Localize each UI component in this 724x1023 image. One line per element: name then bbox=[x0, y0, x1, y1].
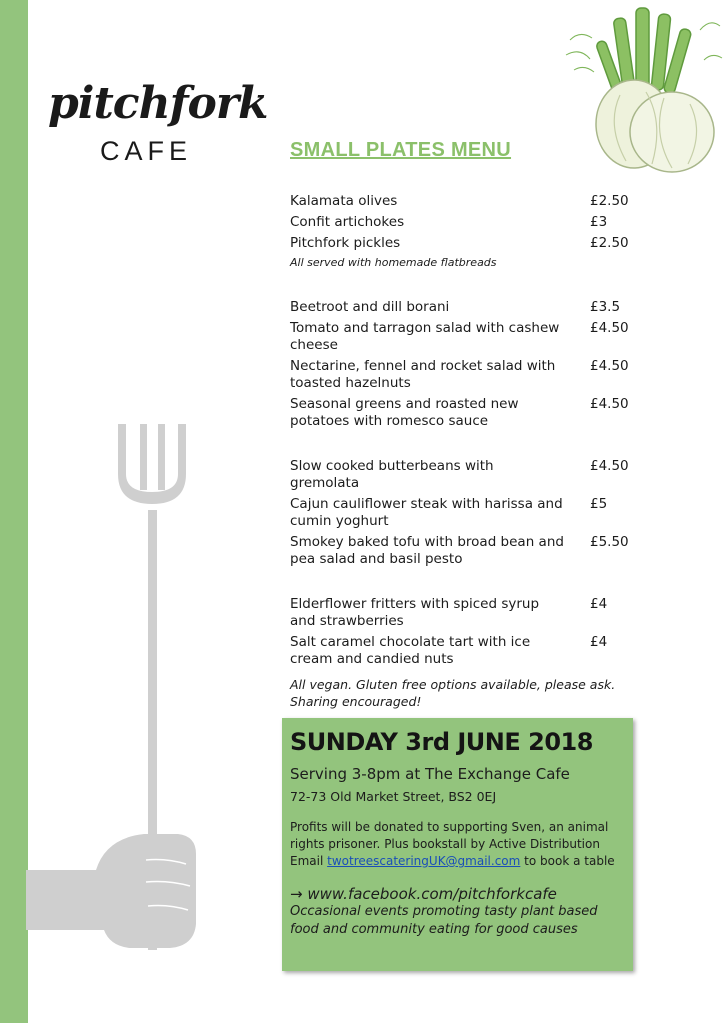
item-name: Confit artichokes bbox=[290, 214, 405, 230]
menu-group-desserts bbox=[290, 596, 630, 668]
event-serving-time: Serving 3-8pm at The Exchange Cafe bbox=[290, 765, 570, 783]
item-name: Kalamata olives bbox=[290, 193, 398, 209]
item-price: £2.50 bbox=[590, 193, 629, 209]
menu-item bbox=[290, 214, 630, 231]
facebook-link[interactable]: → www.facebook.com/pitchforkcafe bbox=[290, 885, 557, 903]
item-name: Pitchfork pickles bbox=[290, 235, 401, 251]
item-price: £5 bbox=[590, 496, 608, 512]
item-name: Seasonal greens and roasted new potatoes with romesco sauce bbox=[290, 396, 519, 429]
fennel-illustration bbox=[560, 0, 724, 180]
item-name: Tomato and tarragon salad with cashew cheese bbox=[290, 320, 560, 353]
item-name: Beetroot and dill borani bbox=[290, 299, 450, 315]
pitchfork-hand-illustration bbox=[26, 420, 216, 960]
email-prefix: Email bbox=[290, 854, 324, 868]
menu-item bbox=[290, 496, 630, 530]
profits-text: Profits will be donated to supporting Sven, an animal rights prisoner. Plus bookstall by Active Distribution bbox=[290, 820, 609, 851]
menu-group-salads bbox=[290, 299, 630, 430]
menu-item bbox=[290, 299, 630, 316]
event-address: 72-73 Old Market Street, BS2 0EJ bbox=[290, 789, 497, 804]
menu-item bbox=[290, 235, 630, 252]
menu-group-mains bbox=[290, 458, 630, 568]
event-date: SUNDAY 3rd JUNE 2018 bbox=[290, 728, 593, 756]
menu-item bbox=[290, 458, 630, 492]
item-price: £3.5 bbox=[590, 299, 621, 315]
menu-item bbox=[290, 396, 630, 430]
item-price: £2.50 bbox=[590, 235, 629, 251]
email-suffix: to book a table bbox=[524, 854, 615, 868]
dietary-footnote: All vegan. Gluten free options available, please ask. Sharing encouraged! bbox=[290, 677, 616, 709]
menu-list bbox=[290, 193, 630, 696]
item-price: £3 bbox=[590, 214, 608, 230]
group-note: All served with homemade flatbreads bbox=[290, 256, 497, 269]
item-price: £4.50 bbox=[590, 396, 629, 412]
menu-item bbox=[290, 358, 630, 392]
item-name: Cajun cauliflower steak with harissa and cumin yoghurt bbox=[290, 496, 563, 529]
item-price: £5.50 bbox=[590, 534, 629, 550]
item-name: Nectarine, fennel and rocket salad with toasted hazelnuts bbox=[290, 358, 556, 391]
item-price: £4.50 bbox=[590, 320, 629, 336]
menu-item bbox=[290, 320, 630, 354]
menu-title: SMALL PLATES MENU bbox=[290, 139, 512, 161]
green-side-stripe bbox=[0, 0, 28, 1023]
cafe-logo bbox=[48, 78, 268, 167]
menu-item bbox=[290, 193, 630, 210]
email-link[interactable]: twotreescateringUK@gmail.com bbox=[327, 854, 521, 868]
event-profits-text bbox=[290, 819, 625, 870]
item-price: £4.50 bbox=[590, 358, 629, 374]
occasional-events-text: Occasional events promoting tasty plant based food and community eating for good causes bbox=[290, 904, 598, 937]
menu-item bbox=[290, 534, 630, 568]
item-price: £4 bbox=[590, 634, 608, 650]
menu-item bbox=[290, 596, 630, 630]
menu-group-starters bbox=[290, 193, 630, 271]
menu-item bbox=[290, 634, 630, 668]
logo-subword: CAFE bbox=[100, 136, 193, 166]
event-info-box bbox=[282, 718, 633, 971]
item-name: Smokey baked tofu with broad bean and pea salad and basil pesto bbox=[290, 534, 564, 567]
item-name: Elderflower fritters with spiced syrup and strawberries bbox=[290, 596, 540, 629]
logo-word: pitchfork bbox=[48, 78, 268, 129]
item-price: £4 bbox=[590, 596, 608, 612]
item-name: Salt caramel chocolate tart with ice cream and candied nuts bbox=[290, 634, 531, 667]
item-price: £4.50 bbox=[590, 458, 629, 474]
item-name: Slow cooked butterbeans with gremolata bbox=[290, 458, 494, 491]
